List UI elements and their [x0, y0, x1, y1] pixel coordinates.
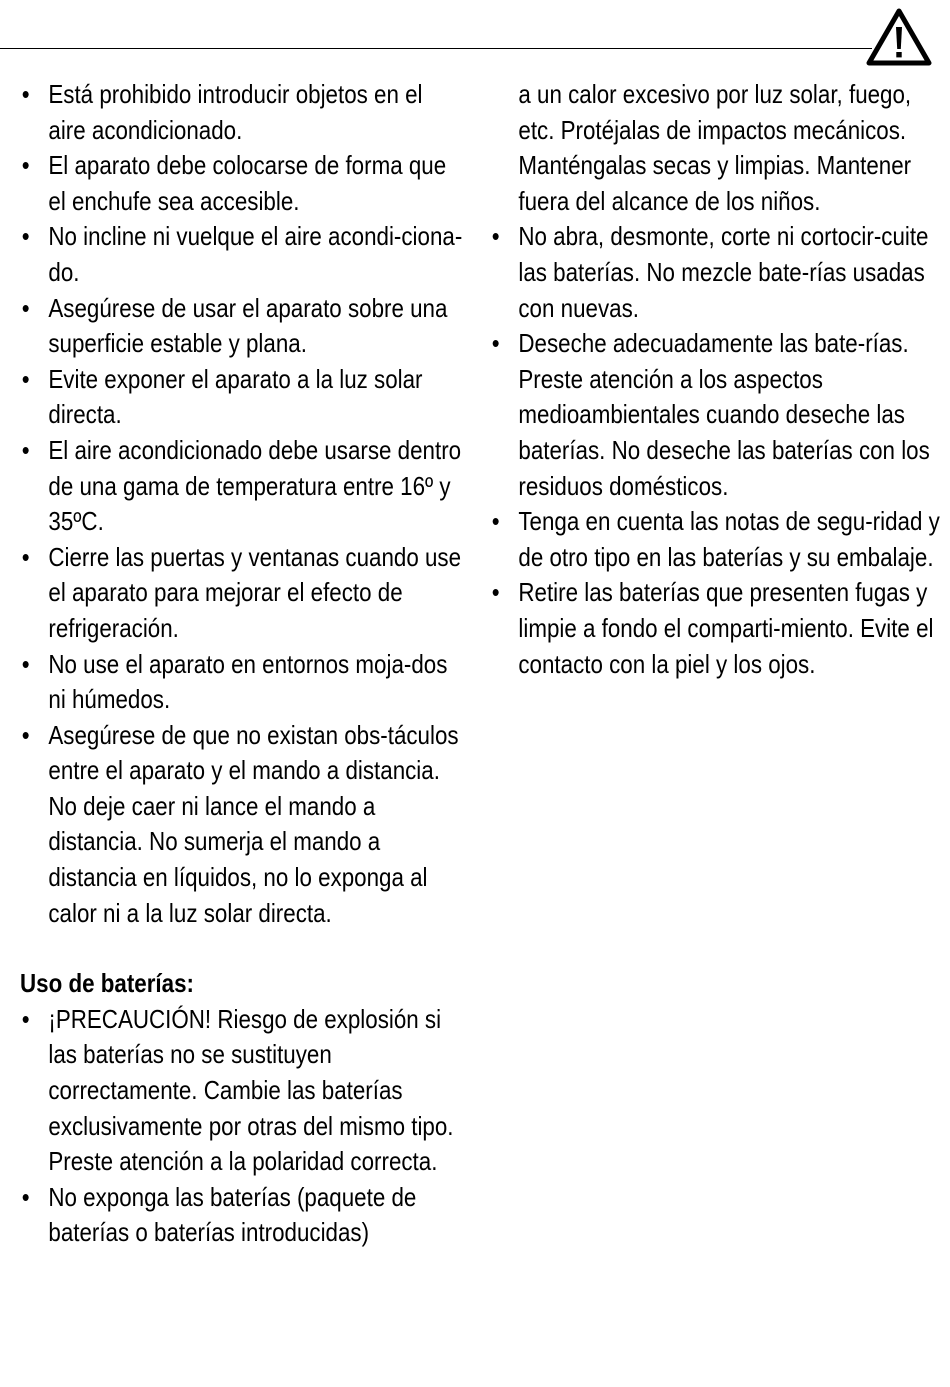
battery-list-continued — [490, 219, 948, 682]
safety-list — [20, 77, 465, 931]
list-item: • No exponga las baterías (paquete de baterías o baterías introducidas) — [21, 1181, 417, 1248]
list-item: • Retire las baterías que presenten fugas y limpie a fondo el comparti-miento. Evite el contacto con la piel y los ojos. — [491, 577, 934, 679]
list-item: • El aire acondicionado debe usarse dentro de una gama de temperatura entre 16º y 35ºC. — [21, 434, 462, 537]
right-column — [490, 77, 948, 682]
list-item: • Asegúrese de usar el aparato sobre una superficie estable y plana. — [21, 292, 448, 359]
list-item: • No use el aparato en entornos moja-dos ni húmedos. — [21, 648, 448, 715]
list-item: • El aparato debe colocarse de forma que el enchufe sea accesible. — [21, 150, 447, 216]
list-item: • Evite exponer el aparato a la luz solar directa. — [21, 363, 423, 430]
list-item: • Asegúrese de que no existan obs-táculos entre el aparato y el mando a distancia. No deje caer ni lance el mando a distancia. No sumerja el mando a distancia en líquidos, no lo exponga al calor ni a la luz solar directa. — [21, 719, 459, 928]
battery-list — [20, 1002, 465, 1251]
list-item: • ¡PRECAUCIÓN! Riesgo de explosión si las baterías no se sustituyen correctamente. Cambie las baterías exclusivamente por otras del mismo tipo. Preste atención a la polaridad correcta. — [21, 1003, 454, 1177]
section-heading-batteries: Uso de baterías: — [20, 968, 194, 999]
list-item: • Está prohibido introducir objetos en el aire acondicionado. — [21, 79, 423, 145]
list-item: • Deseche adecuadamente las bate-rías. Preste atención a los aspectos medioambientales cuando deseche las baterías. No deseche las baterías con los residuos domésticos. — [491, 328, 930, 501]
list-item: • No incline ni vuelque el aire acondi-ciona-do. — [21, 221, 463, 287]
header-rule — [0, 48, 872, 49]
continued-text: a un calor excesivo por luz solar, fuego, etc. Protéjalas de impactos mecánicos. Manténgalas secas y limpias. Mantener fuera del alcance de los niños. — [518, 79, 912, 216]
left-column — [20, 77, 465, 1251]
list-item: • Tenga en cuenta las notas de segu-ridad y de otro tipo en las baterías y su embalaje. — [491, 506, 940, 572]
list-item: • Cierre las puertas y ventanas cuando use el aparato para mejorar el efecto de refrigeración. — [21, 541, 462, 643]
warning-triangle-icon — [866, 8, 932, 66]
list-item: • No abra, desmonte, corte ni cortocir-cuite las baterías. No mezcle bate-rías usadas con nuevas. — [491, 221, 929, 323]
